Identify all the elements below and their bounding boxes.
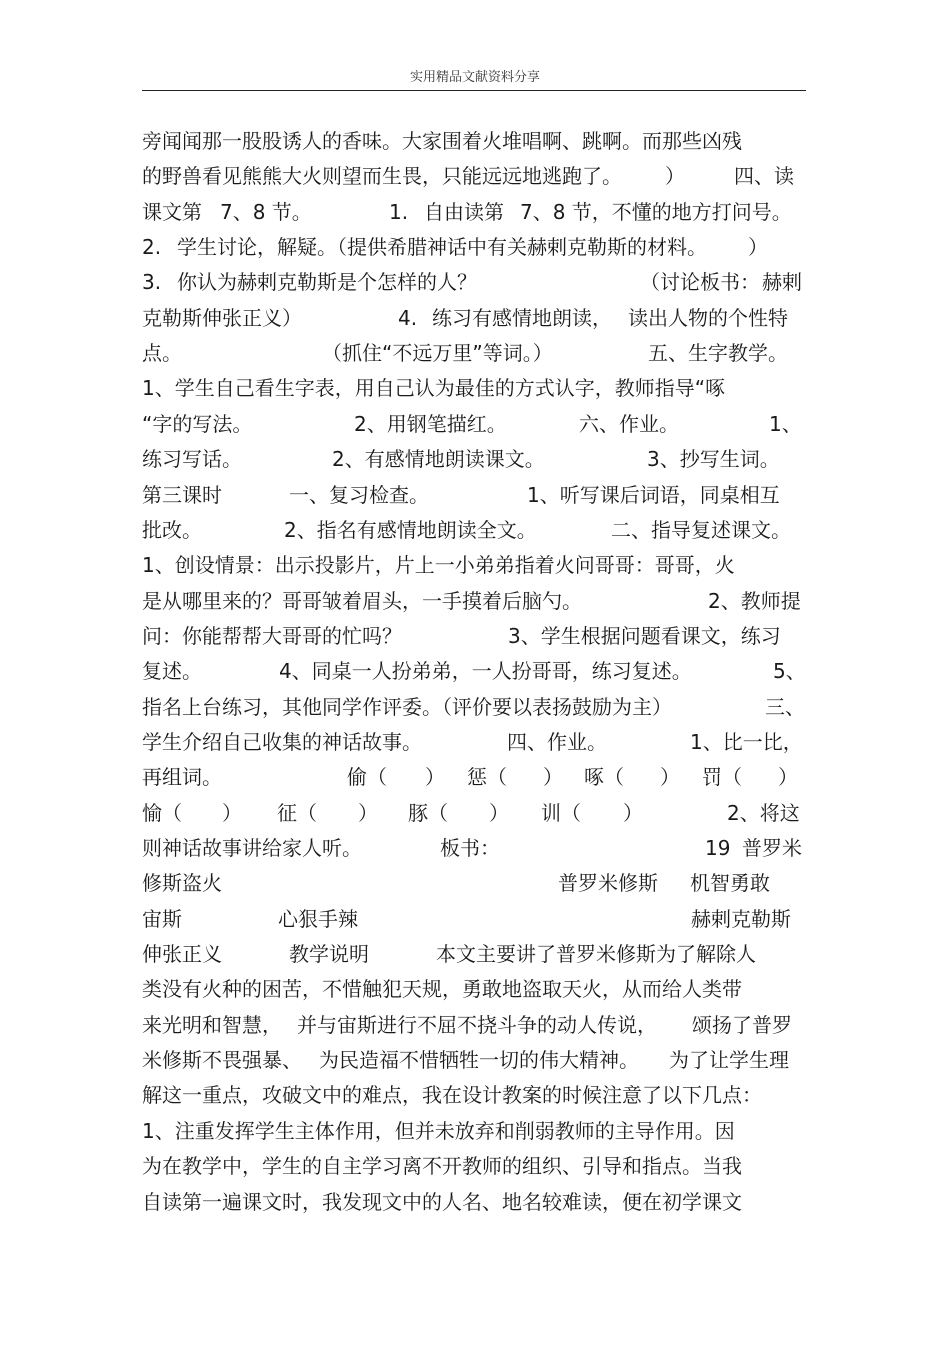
text-line bbox=[142, 336, 806, 370]
text-line bbox=[142, 407, 806, 441]
text-segment: 解这一重点，攻破文中的难点，我在设计教案的时候注意了以下几点： bbox=[142, 1083, 762, 1108]
text-line bbox=[142, 1008, 806, 1042]
text-segment: 1、注重发挥学生主体作用，但并未放弃和削弱教师的主导作用。因 bbox=[142, 1118, 735, 1143]
text-line bbox=[142, 1149, 806, 1183]
text-segment: 复述。 bbox=[142, 659, 202, 684]
text-segment: 点。 bbox=[142, 341, 182, 366]
text-segment: 3、抄写生词。 bbox=[647, 447, 780, 472]
text-segment: 二、指导复述课文。 bbox=[611, 517, 791, 542]
text-segment: ） bbox=[222, 800, 242, 825]
text-line bbox=[142, 902, 806, 936]
text-segment: 1、 bbox=[769, 411, 802, 436]
text-line bbox=[142, 831, 806, 865]
text-line bbox=[142, 1043, 806, 1077]
text-segment: 则神话故事讲给家人听。 bbox=[142, 836, 362, 860]
text-segment: 宙斯 bbox=[142, 906, 182, 931]
text-line bbox=[142, 548, 806, 582]
text-segment: 2、有感情地朗读课文。 bbox=[332, 447, 545, 472]
text-line bbox=[142, 654, 806, 688]
text-segment: 7、8 节，不懂的地方打问号。 bbox=[520, 199, 792, 224]
text-segment: ） bbox=[623, 800, 643, 825]
text-line bbox=[142, 478, 806, 512]
text-segment: ） bbox=[358, 800, 378, 825]
text-segment: 啄（ bbox=[584, 765, 624, 790]
text-segment: 1、创设情景：出示投影片，片上一小弟弟指着火问哥哥：哥哥，火 bbox=[142, 553, 735, 578]
page-header: 实用精品文献资料分享 bbox=[409, 70, 540, 85]
text-line bbox=[142, 442, 806, 476]
text-segment: 为民造福不惜牺牲一切的伟大精神。 bbox=[319, 1048, 639, 1073]
text-segment: 学生讨论，解疑。（提供希腊神话中有关赫剌克勒斯的材料。 bbox=[177, 235, 707, 260]
text-segment: 3、学生根据问题看课文，练习 bbox=[508, 623, 781, 648]
text-segment: 惩（ bbox=[467, 765, 507, 790]
text-segment: ） bbox=[665, 164, 685, 189]
text-segment: 1. bbox=[389, 199, 409, 224]
text-segment: 自由读第 bbox=[424, 199, 504, 224]
text-segment: 并与宙斯进行不屈不挠斗争的动人传说， bbox=[297, 1012, 657, 1037]
text-segment: 训（ bbox=[541, 800, 581, 825]
text-segment: 的野兽看见熊熊大火则望而生畏，只能远远地逃跑了。 bbox=[142, 164, 622, 189]
text-segment: 来光明和智慧， bbox=[142, 1012, 282, 1037]
text-segment: 克勒斯伸张正义） bbox=[142, 305, 302, 330]
text-segment: （讨论板书： bbox=[640, 270, 760, 295]
text-segment: （抓住“不远万里”等词。） bbox=[322, 341, 553, 366]
text-segment: 为了让学生理 bbox=[669, 1048, 789, 1073]
text-segment: 颂扬了普罗 bbox=[692, 1012, 792, 1037]
text-segment: 1、听写课后词语，同桌相互 bbox=[527, 482, 780, 507]
text-segment: ） bbox=[748, 235, 768, 260]
text-segment: 五、生字教学。 bbox=[648, 341, 788, 366]
text-segment: 四、作业。 bbox=[507, 729, 607, 754]
text-line bbox=[142, 866, 806, 900]
text-line bbox=[142, 1078, 806, 1112]
text-segment: 偷（ bbox=[347, 765, 387, 790]
text-segment: 板书： bbox=[440, 836, 500, 860]
text-segment: 2、指名有感情地朗读全文。 bbox=[284, 517, 537, 542]
text-segment: 三、 bbox=[765, 694, 805, 719]
text-segment: 再组词。 bbox=[142, 765, 222, 790]
text-segment: 1、学生自己看生字表，用自己认为最佳的方式认字，教师指导“啄 bbox=[142, 376, 726, 401]
text-segment: 练习有感情地朗读， bbox=[432, 305, 612, 330]
text-line bbox=[142, 159, 806, 193]
text-segment: 六、作业。 bbox=[579, 411, 679, 436]
text-line bbox=[142, 195, 806, 229]
text-segment: 赫剌克勒斯 bbox=[691, 906, 791, 931]
text-segment: ） bbox=[660, 765, 680, 790]
text-segment: ） bbox=[425, 765, 445, 790]
text-segment: 为在教学中，学生的自主学习离不开教师的组织、引导和指点。当我 bbox=[142, 1154, 742, 1179]
text-line bbox=[142, 1185, 806, 1219]
text-segment: 问：你能帮帮大哥哥的忙吗？ bbox=[142, 623, 402, 648]
text-segment: ） bbox=[489, 800, 509, 825]
text-segment: 旁闻闻那一股股诱人的香味。大家围着火堆唱啊、跳啊。而那些凶残 bbox=[142, 129, 742, 153]
text-segment: 2. bbox=[142, 235, 162, 260]
text-line bbox=[142, 584, 806, 618]
text-segment: 机智勇敢 bbox=[690, 871, 770, 896]
text-segment: 征（ bbox=[277, 800, 317, 825]
text-segment: 本文主要讲了普罗米修斯为了解除人 bbox=[436, 942, 756, 967]
text-segment: 5、 bbox=[773, 659, 806, 684]
text-segment: 类没有火种的困苦，不惜触犯天规，勇敢地盗取天火，从而给人类带 bbox=[142, 977, 742, 1002]
text-line bbox=[142, 265, 806, 299]
text-segment: 批改。 bbox=[142, 517, 202, 542]
text-line bbox=[142, 760, 806, 794]
text-line bbox=[142, 513, 806, 547]
text-segment: 豚（ bbox=[408, 800, 448, 825]
text-segment: 四、读 bbox=[734, 164, 794, 189]
text-segment: 2、教师提 bbox=[708, 588, 801, 613]
text-segment: “字的写法。 bbox=[142, 411, 253, 436]
text-segment: 修斯盗火 bbox=[142, 871, 222, 896]
text-line bbox=[142, 972, 806, 1006]
text-segment: 3. bbox=[142, 270, 162, 295]
text-line bbox=[142, 301, 806, 335]
text-segment: 读出人物的个性特 bbox=[628, 305, 788, 330]
text-segment: 愉（ bbox=[142, 800, 182, 825]
text-segment: 4. bbox=[398, 305, 418, 330]
text-segment: 4、同桌一人扮弟弟，一人扮哥哥，练习复述。 bbox=[279, 659, 692, 684]
text-segment: 19 bbox=[705, 836, 731, 860]
text-line bbox=[142, 230, 806, 264]
header-rule bbox=[142, 90, 806, 91]
text-segment: 罚（ bbox=[702, 765, 742, 790]
text-segment: 7、8 节。 bbox=[220, 199, 312, 224]
text-segment: 课文第 bbox=[142, 199, 202, 224]
text-segment: 自读第一遍课文时，我发现文中的人名、地名较难读，便在初学课文 bbox=[142, 1189, 742, 1214]
text-segment: ） bbox=[778, 765, 798, 790]
text-segment: 你认为赫剌克勒斯是个怎样的人？ bbox=[177, 270, 477, 295]
text-segment: 第三课时 bbox=[142, 482, 222, 507]
text-line bbox=[142, 690, 806, 724]
text-line bbox=[142, 796, 806, 830]
text-segment: 一、复习检查。 bbox=[289, 482, 429, 507]
text-segment: 心狠手辣 bbox=[278, 906, 358, 931]
text-segment: 2、用钢笔描红。 bbox=[354, 411, 507, 436]
text-line bbox=[142, 725, 806, 759]
text-segment: 是从哪里来的？哥哥皱着眉头，一手摸着后脑勺。 bbox=[142, 588, 582, 613]
text-line bbox=[142, 937, 806, 971]
text-line bbox=[142, 371, 806, 405]
text-line bbox=[142, 619, 806, 653]
text-segment: 赫剌 bbox=[762, 270, 802, 295]
text-segment: 练习写话。 bbox=[142, 447, 242, 472]
text-segment: 普罗米修斯 bbox=[558, 871, 658, 896]
text-segment: 米修斯不畏强暴、 bbox=[142, 1048, 302, 1073]
text-segment: 1、比一比， bbox=[690, 729, 803, 754]
text-segment: 普罗米 bbox=[742, 836, 802, 860]
text-segment: 伸张正义 bbox=[142, 942, 222, 967]
text-segment: ） bbox=[543, 765, 563, 790]
text-segment: 学生介绍自己收集的神话故事。 bbox=[142, 729, 422, 754]
text-line bbox=[142, 124, 806, 158]
text-line bbox=[142, 1114, 806, 1148]
text-segment: 2、将这 bbox=[727, 800, 800, 825]
text-segment: 教学说明 bbox=[289, 942, 369, 967]
text-segment: 指名上台练习，其他同学作评委。（评价要以表扬鼓励为主） bbox=[142, 694, 672, 719]
